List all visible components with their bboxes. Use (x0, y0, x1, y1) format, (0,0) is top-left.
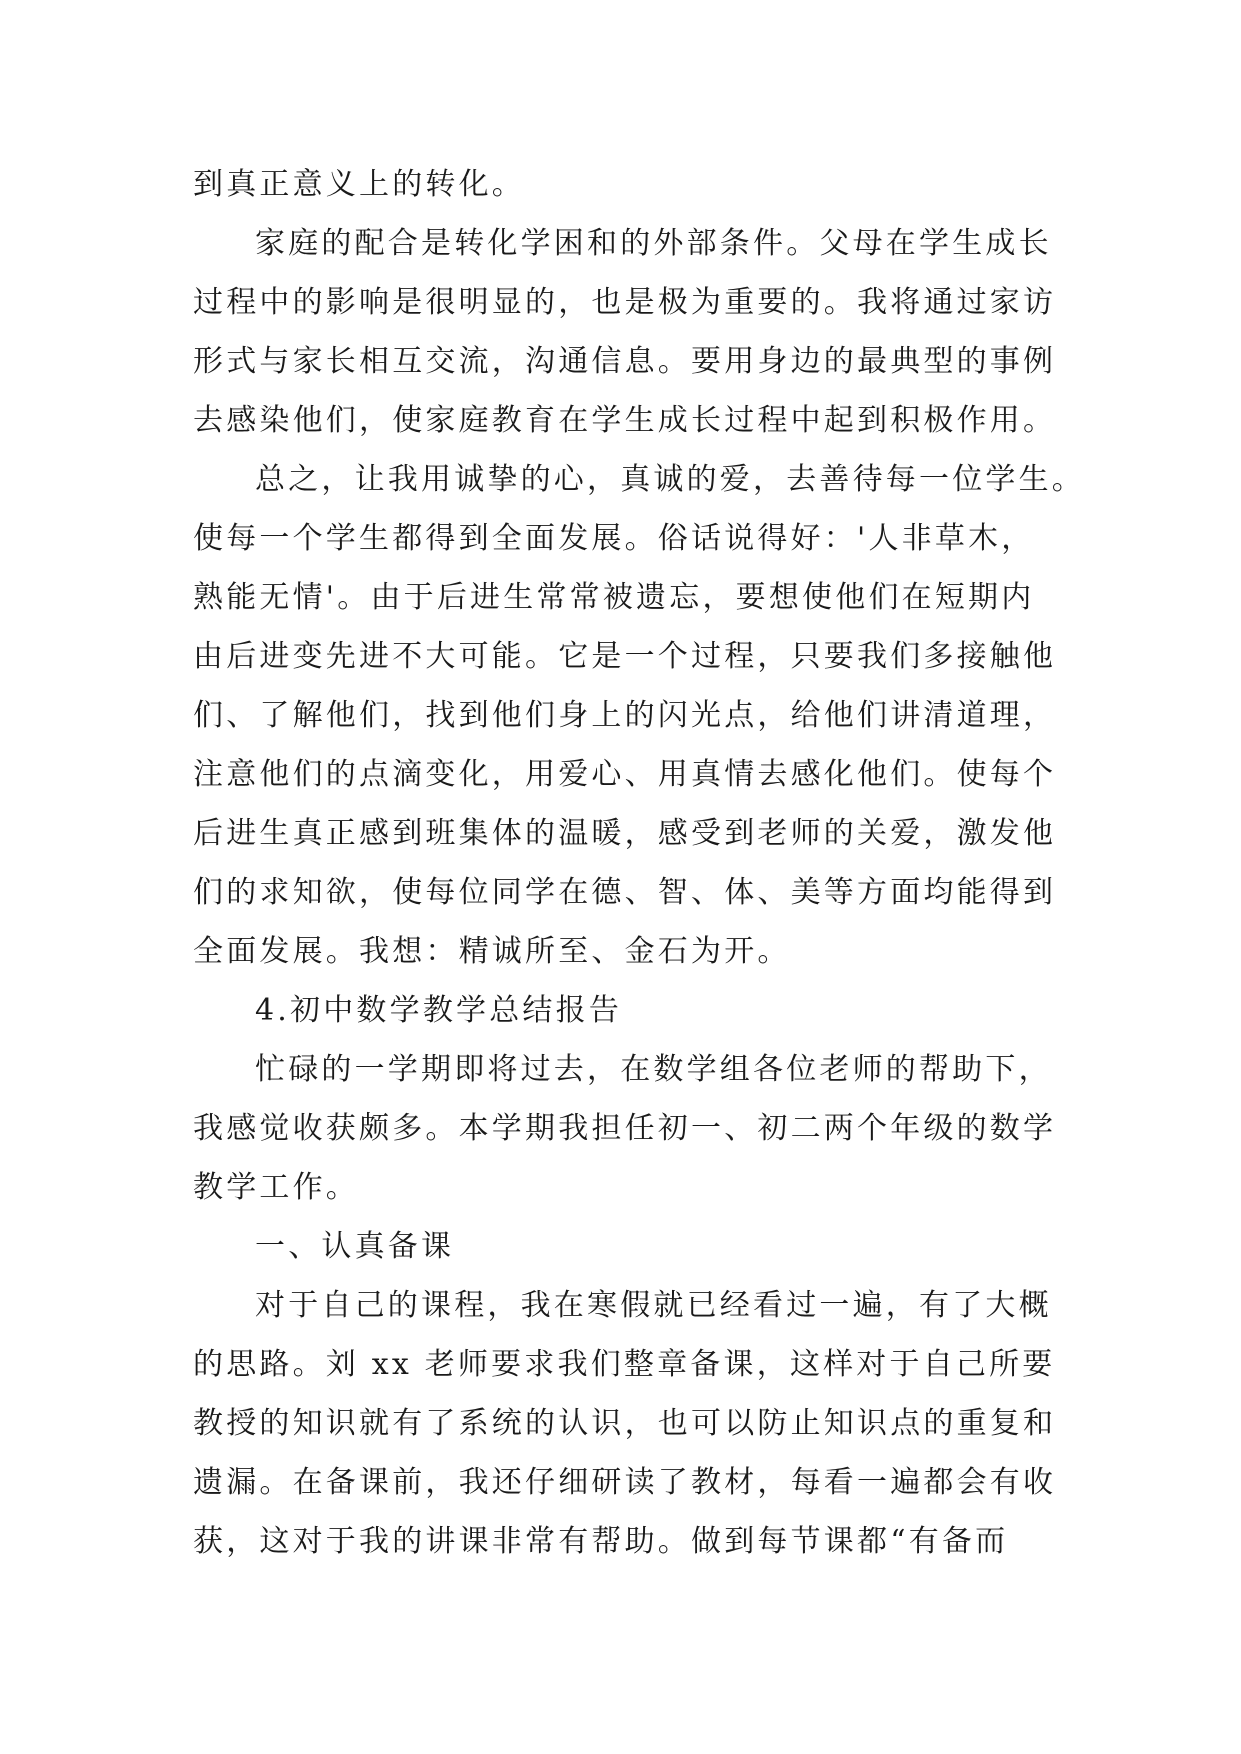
text-line: 的思路。刘 xx 老师要求我们整章备课，这样对于自己所要 (193, 1347, 1056, 1382)
text-line: 熟能无情'。由于后进生常常被遗忘，要想使他们在短期内 (193, 580, 1035, 615)
subsection-heading: 一、认真备课 (255, 1229, 455, 1264)
paragraph-first-line: 忙碌的一学期即将过去，在数学组各位老师的帮助下， (255, 1052, 1052, 1087)
text-line: 我感觉收获颇多。本学期我担任初一、初二两个年级的数学 (193, 1111, 1057, 1146)
paragraph-first-line: 家庭的配合是转化学困和的外部条件。父母在学生成长 (255, 226, 1052, 261)
text-line: 去感染他们，使家庭教育在学生成长过程中起到积极作用。 (193, 403, 1057, 438)
text-line: 获，这对于我的讲课非常有帮助。做到每节课都“有备而 (193, 1524, 1009, 1559)
text-line: 教授的知识就有了系统的认识，也可以防止知识点的重复和 (193, 1406, 1057, 1441)
paragraph-first-line: 总之，让我用诚挚的心，真诚的爱，去善待每一位学生。 (255, 462, 1085, 497)
text-line: 过程中的影响是很明显的，也是极为重要的。我将通过家访 (193, 285, 1057, 320)
text-line: 注意他们的点滴变化，用爱心、用真情去感化他们。使每个 (193, 757, 1057, 792)
paragraph-first-line: 对于自己的课程，我在寒假就已经看过一遍，有了大概 (255, 1288, 1052, 1323)
text-line: 到真正意义上的转化。 (193, 167, 525, 202)
text-line: 们的求知欲，使每位同学在德、智、体、美等方面均能得到 (193, 875, 1057, 910)
text-line: 教学工作。 (193, 1170, 359, 1205)
section-heading: 4.初中数学教学总结报告 (255, 993, 623, 1028)
text-line: 由后进变先进不大可能。它是一个过程，只要我们多接触他 (193, 639, 1057, 674)
text-line: 们、了解他们，找到他们身上的闪光点，给他们讲清道理， (193, 698, 1057, 733)
text-line: 后进生真正感到班集体的温暖，感受到老师的关爱，激发他 (193, 816, 1057, 851)
text-line: 使每一个学生都得到全面发展。俗话说得好：'人非草木， (193, 521, 1035, 556)
text-line: 全面发展。我想：精诚所至、金石为开。 (193, 934, 791, 969)
text-line: 遗漏。在备课前，我还仔细研读了教材，每看一遍都会有收 (193, 1465, 1057, 1500)
text-line: 形式与家长相互交流，沟通信息。要用身边的最典型的事例 (193, 344, 1057, 379)
